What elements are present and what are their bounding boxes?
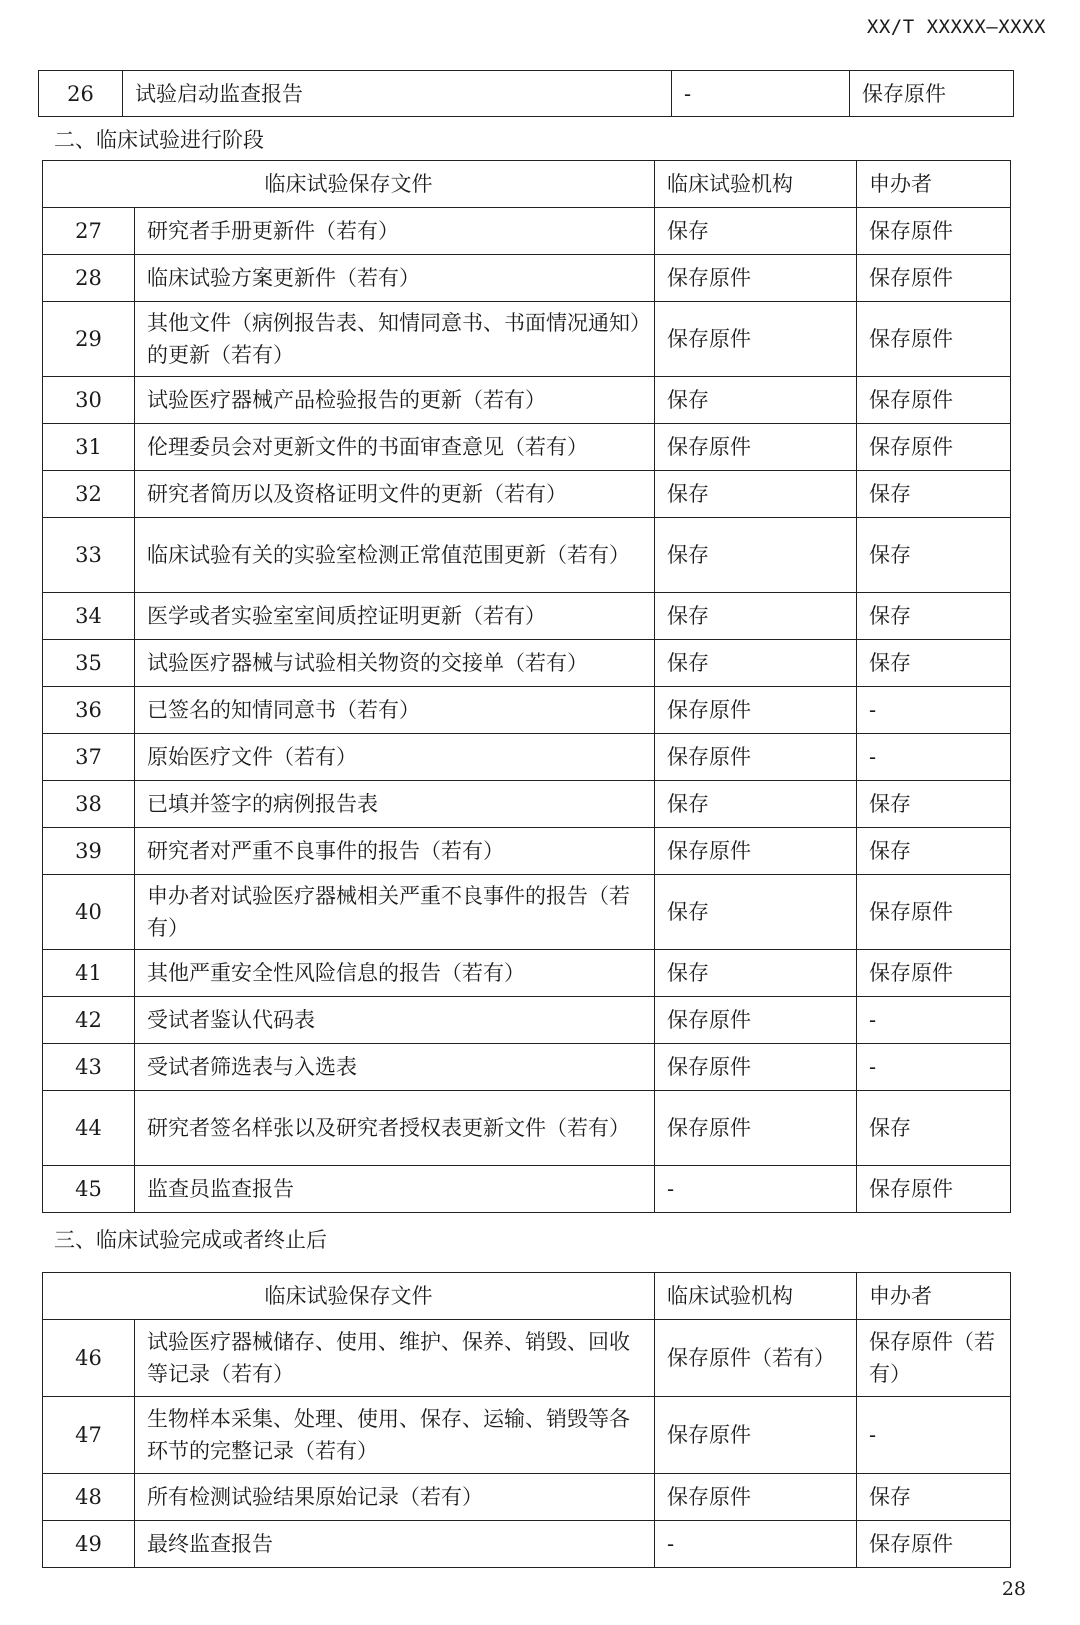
sponsor-cell: 保存原件 [857,875,1011,950]
institution-cell: 保存原件 [655,1397,857,1474]
institution-cell: 保存原件（若有） [655,1320,857,1397]
table-row [43,208,1011,255]
institution-cell: 保存 [655,518,857,593]
row-number: 40 [43,875,135,950]
row-number: 35 [43,640,135,687]
sponsor-cell: 保存 [857,828,1011,875]
document-name: 受试者鉴认代码表 [135,997,655,1044]
table-row [43,875,1011,950]
table-in-progress-stage [42,160,1011,1213]
document-name: 研究者简历以及资格证明文件的更新（若有） [135,471,655,518]
document-name: 试验启动监查报告 [123,71,672,117]
document-name: 医学或者实验室室间质控证明更新（若有） [135,593,655,640]
document-name: 试验医疗器械产品检验报告的更新（若有） [135,377,655,424]
institution-cell: 保存 [655,471,857,518]
document-name: 研究者对严重不良事件的报告（若有） [135,828,655,875]
column-header-sponsor: 申办者 [857,161,1011,208]
sponsor-cell: - [857,1397,1011,1474]
institution-cell: - [672,71,850,117]
row-number: 33 [43,518,135,593]
table-row [43,734,1011,781]
sponsor-cell: 保存原件 [857,208,1011,255]
section-title: 二、临床试验进行阶段 [54,128,264,152]
row-number: 36 [43,687,135,734]
sponsor-cell: - [857,734,1011,781]
document-name: 研究者手册更新件（若有） [135,208,655,255]
sponsor-cell: 保存原件 [857,377,1011,424]
table-row [43,1044,1011,1091]
document-name: 已填并签字的病例报告表 [135,781,655,828]
row-number: 45 [43,1166,135,1213]
institution-cell: 保存原件 [655,1091,857,1166]
document-name: 临床试验方案更新件（若有） [135,255,655,302]
standard-code: XX/T XXXXX—XXXX [866,16,1046,38]
column-header-document: 临床试验保存文件 [43,161,655,208]
table-row [43,1474,1011,1521]
row-number: 39 [43,828,135,875]
sponsor-cell: 保存 [857,518,1011,593]
column-header-institution: 临床试验机构 [655,161,857,208]
row-number: 28 [43,255,135,302]
row-number: 30 [43,377,135,424]
table-header-row [43,161,1011,208]
table-row [43,950,1011,997]
document-name: 原始医疗文件（若有） [135,734,655,781]
table-row [43,471,1011,518]
section-title: 三、临床试验完成或者终止后 [54,1228,327,1252]
row-number: 37 [43,734,135,781]
table-row [43,593,1011,640]
page-number: 28 [1001,1578,1026,1600]
institution-cell: 保存原件 [655,302,857,377]
column-header-sponsor: 申办者 [857,1273,1011,1320]
table-row [43,1397,1011,1474]
row-number: 31 [43,424,135,471]
institution-cell: 保存 [655,875,857,950]
row-number: 32 [43,471,135,518]
table-continued [38,70,1014,117]
table-row [43,1091,1011,1166]
row-number: 38 [43,781,135,828]
table-row [43,1521,1011,1568]
table-row [43,424,1011,471]
row-number: 26 [39,71,123,117]
sponsor-cell: 保存原件 [857,950,1011,997]
institution-cell: 保存 [655,781,857,828]
institution-cell: - [655,1521,857,1568]
sponsor-cell: - [857,687,1011,734]
table-row [43,377,1011,424]
row-number: 34 [43,593,135,640]
row-number: 41 [43,950,135,997]
document-name: 其他文件（病例报告表、知情同意书、书面情况通知）的更新（若有） [135,302,655,377]
sponsor-cell: - [857,1044,1011,1091]
table-after-completion [42,1272,1011,1568]
institution-cell: 保存原件 [655,828,857,875]
row-number: 29 [43,302,135,377]
sponsor-cell: 保存原件 [857,424,1011,471]
institution-cell: 保存原件 [655,734,857,781]
institution-cell: 保存原件 [655,255,857,302]
institution-cell: 保存 [655,950,857,997]
sponsor-cell: 保存原件 [857,1166,1011,1213]
document-name: 已签名的知情同意书（若有） [135,687,655,734]
table-row [43,687,1011,734]
column-header-document: 临床试验保存文件 [43,1273,655,1320]
institution-cell: 保存 [655,640,857,687]
table-row [43,640,1011,687]
sponsor-cell: 保存原件（若有） [857,1320,1011,1397]
institution-cell: 保存原件 [655,1044,857,1091]
document-name: 研究者签名样张以及研究者授权表更新文件（若有） [135,1091,655,1166]
document-name: 临床试验有关的实验室检测正常值范围更新（若有） [135,518,655,593]
institution-cell: 保存 [655,593,857,640]
row-number: 48 [43,1474,135,1521]
sponsor-cell: 保存 [857,1474,1011,1521]
table-row [43,781,1011,828]
table-row [43,518,1011,593]
row-number: 49 [43,1521,135,1568]
sponsor-cell: 保存 [857,1091,1011,1166]
document-name: 试验医疗器械与试验相关物资的交接单（若有） [135,640,655,687]
table-row [43,1166,1011,1213]
document-name: 受试者筛选表与入选表 [135,1044,655,1091]
document-name: 申办者对试验医疗器械相关严重不良事件的报告（若有） [135,875,655,950]
document-name: 其他严重安全性风险信息的报告（若有） [135,950,655,997]
document-name: 试验医疗器械储存、使用、维护、保养、销毁、回收等记录（若有） [135,1320,655,1397]
row-number: 42 [43,997,135,1044]
institution-cell: 保存原件 [655,1474,857,1521]
sponsor-cell: 保存原件 [857,1521,1011,1568]
sponsor-cell: 保存 [857,781,1011,828]
sponsor-cell: 保存原件 [857,255,1011,302]
row-number: 27 [43,208,135,255]
row-number: 43 [43,1044,135,1091]
table-header-row [43,1273,1011,1320]
sponsor-cell: 保存 [857,640,1011,687]
institution-cell: 保存原件 [655,997,857,1044]
document-name: 监查员监查报告 [135,1166,655,1213]
table-row [43,302,1011,377]
table-row [43,255,1011,302]
institution-cell: - [655,1166,857,1213]
row-number: 47 [43,1397,135,1474]
column-header-institution: 临床试验机构 [655,1273,857,1320]
table-row [43,997,1011,1044]
document-name: 最终监查报告 [135,1521,655,1568]
institution-cell: 保存原件 [655,687,857,734]
row-number: 44 [43,1091,135,1166]
document-name: 所有检测试验结果原始记录（若有） [135,1474,655,1521]
sponsor-cell: 保存原件 [850,71,1014,117]
sponsor-cell: - [857,997,1011,1044]
institution-cell: 保存 [655,208,857,255]
table-row [39,71,1014,117]
table-row [43,1320,1011,1397]
row-number: 46 [43,1320,135,1397]
document-name: 伦理委员会对更新文件的书面审查意见（若有） [135,424,655,471]
institution-cell: 保存 [655,377,857,424]
sponsor-cell: 保存 [857,471,1011,518]
document-name: 生物样本采集、处理、使用、保存、运输、销毁等各环节的完整记录（若有） [135,1397,655,1474]
sponsor-cell: 保存原件 [857,302,1011,377]
institution-cell: 保存原件 [655,424,857,471]
sponsor-cell: 保存 [857,593,1011,640]
table-row [43,828,1011,875]
